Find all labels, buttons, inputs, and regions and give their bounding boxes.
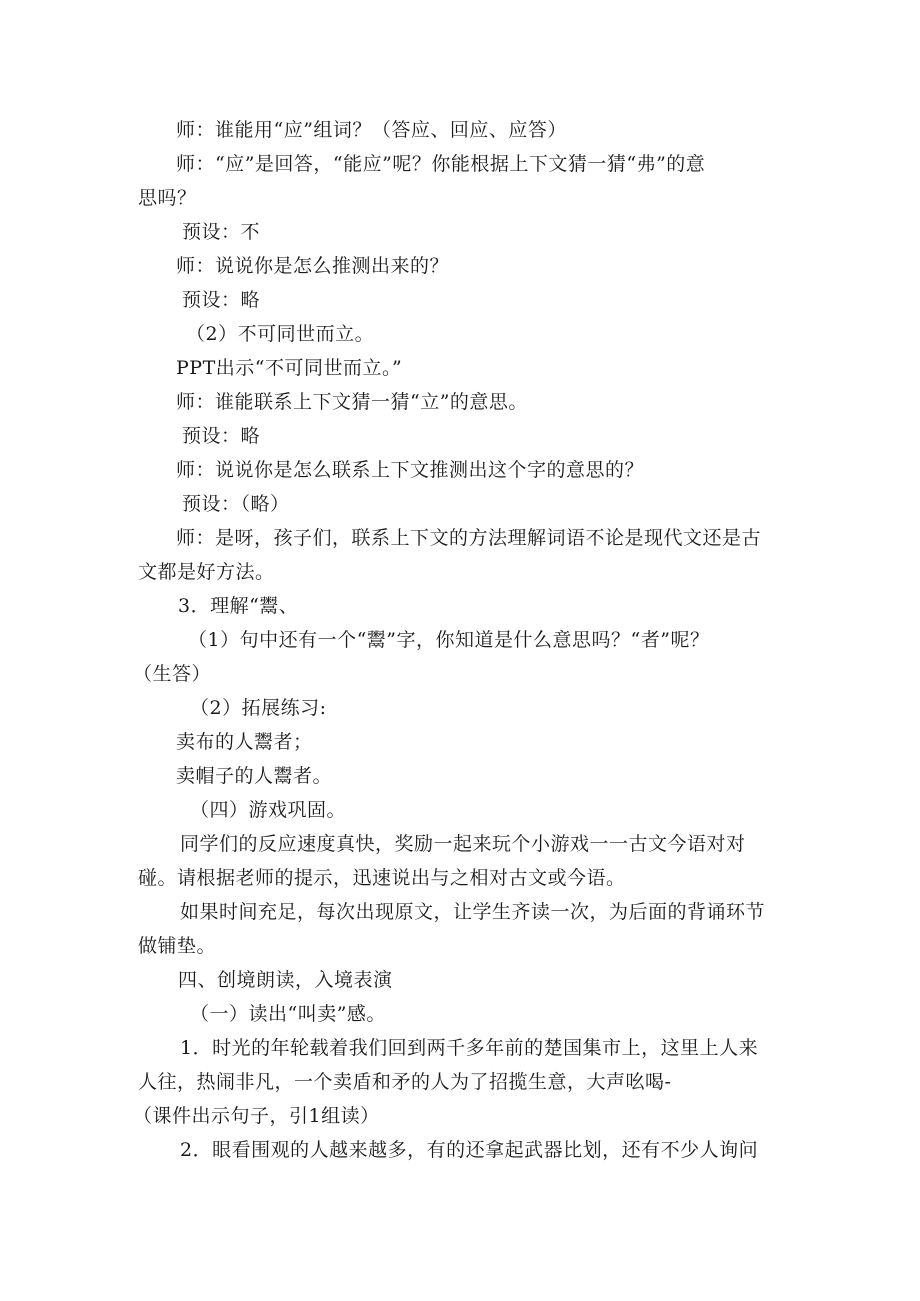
text-line: 预设：略	[182, 289, 261, 311]
text-line: 思吗？	[138, 187, 197, 209]
text-line: 2．眼看围观的人越来越多，有的还拿起武器比划，还有不少人询问	[180, 1139, 759, 1161]
text-line: 文都是好方法。	[138, 561, 275, 583]
text-line: 同学们的反应速度真快，奖励一起来玩个小游戏一一古文今语对对	[180, 833, 746, 855]
text-line: （课件出示句子，引1组读）	[133, 1105, 380, 1127]
text-line: 卖布的人鬻者；	[176, 731, 313, 753]
text-line: 师：谁能联系上下文猜一猜“立”的意思。	[176, 391, 528, 413]
text-line: （1）句中还有一个“鬻”字，你知道是什么意思吗？“者”呢？	[188, 629, 710, 651]
text-line: 人往，热闹非凡，一个卖盾和矛的人为了招揽生意，大声吆喝-	[138, 1071, 672, 1093]
text-line: 预设：（略）	[182, 493, 290, 515]
text-line: 预设：略	[182, 425, 261, 447]
text-line: 碰。请根据老师的提示，迅速说出与之相对古文或今语。	[138, 867, 626, 889]
text-line: 师：是呀，孩子们，联系上下文的方法理解词语不论是现代文还是古	[176, 527, 762, 549]
text-line: 做铺垫。	[138, 935, 217, 957]
section-heading: （一）读出“叫卖”感。	[190, 1003, 386, 1025]
text-line: 师：说说你是怎么推测出来的？	[176, 255, 450, 277]
text-line: 师：谁能用“应”组词？（答应、回应、应答）	[176, 119, 567, 141]
text-line: 如果时间充足，每次出现原文，让学生齐读一次，为后面的背诵环节	[180, 901, 766, 923]
text-line: 师：“应”是回答，“能应”呢？你能根据上下文猜一猜“弗”的意	[176, 153, 706, 175]
text-line: PPT出示“不可同世而立。”	[176, 357, 403, 379]
text-line: 1．时光的年轮载着我们回到两千多年前的楚国集市上，这里上人来	[180, 1037, 759, 1059]
text-line: （2）不可同世而立。	[186, 323, 375, 345]
text-line: （2）拓展练习:	[190, 697, 327, 719]
text-line: 预设：不	[182, 221, 261, 243]
text-line: （生答）	[133, 663, 212, 685]
text-line: 卖帽子的人鬻者。	[176, 765, 333, 787]
section-heading: 3．理解“鬻、	[178, 595, 299, 617]
section-heading: （四）游戏巩固。	[190, 799, 347, 821]
text-line: 师：说说你是怎么联系上下文推测出这个字的意思的？	[176, 459, 645, 481]
section-heading: 四、创境朗读，入境表演	[178, 969, 393, 991]
